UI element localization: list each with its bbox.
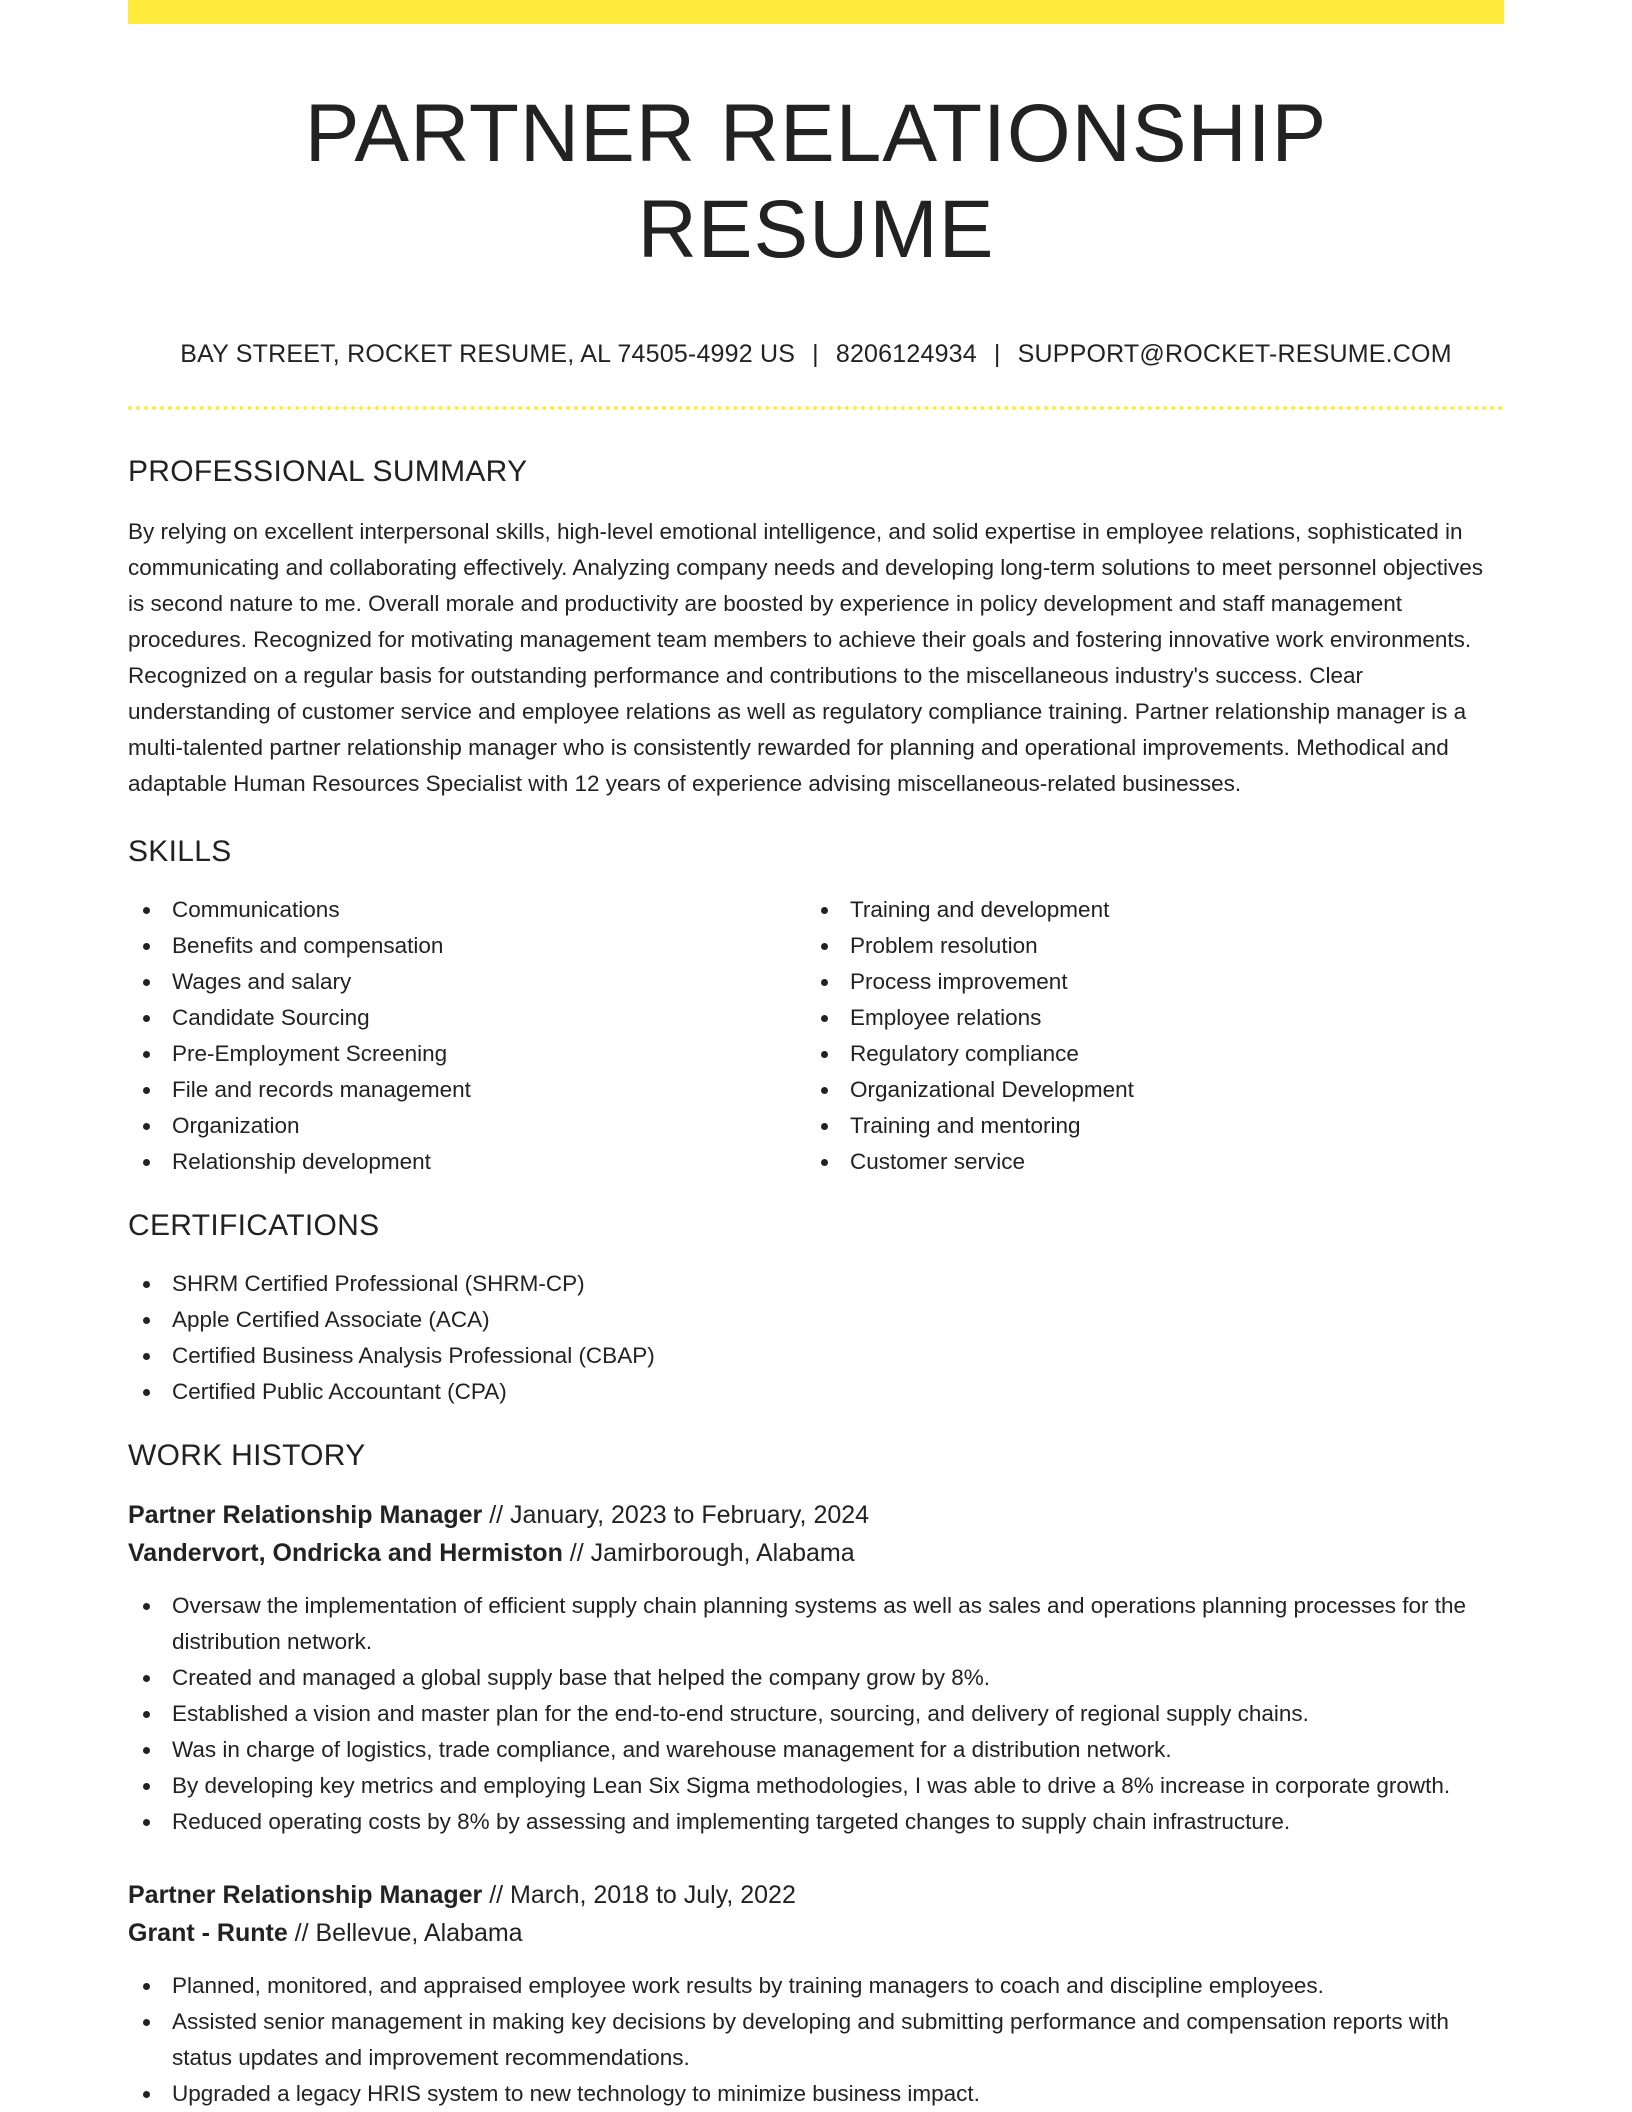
job-title: Partner Relationship Manager xyxy=(128,1501,483,1529)
contact-line xyxy=(128,338,1504,370)
job-bullet: Reduced operating costs by 8% by assessing and implementing targeted changes to supply chain infrastructure. xyxy=(128,1804,1504,1840)
skill-item: Organization xyxy=(128,1108,806,1144)
skill-item: Customer service xyxy=(806,1144,1484,1180)
job-bullets xyxy=(128,1968,1504,2112)
job-company-line xyxy=(128,1914,1504,1952)
resume-title: PARTNER RELATIONSHIP RESUME xyxy=(304,88,1328,275)
job-company: Vandervort, Ondricka and Hermiston xyxy=(128,1539,563,1567)
job-bullet: Assisted senior management in making key decisions by developing and submitting performance and compensation reports with status updates and improvement recommendations. xyxy=(128,2004,1504,2076)
contact-separator: | xyxy=(993,340,1001,368)
certification-item: Apple Certified Associate (ACA) xyxy=(128,1302,1504,1338)
summary-text: By relying on excellent interpersonal skills, high-level emotional intelligence, and solid expertise in employee relations, sophisticated in communicating and collaborating effectively. Analyzing company needs and developing long-term solutions to meet personnel objectives is second nature to me. Overall morale and productivity are boosted by experience in policy development and staff management procedures. Recognized for motivating management team members to achieve their goals and fostering innovative work environments. Recognized on a regular basis for outstanding performance and contributions to the miscellaneous industry's success. Clear understanding of customer service and employee relations as well as regulatory compliance training. Partner relationship manager is a multi-talented partner relationship manager who is consistently rewarded for planning and operational improvements. Methodical and adaptable Human Resources Specialist with 12 years of experience advising miscellaneous-related businesses. xyxy=(128,519,1483,796)
resume-page xyxy=(128,0,1504,2112)
job-location: // Bellevue, Alabama xyxy=(287,1919,523,1947)
job-company-line xyxy=(128,1534,1504,1572)
contact-separator: | xyxy=(812,340,819,368)
job-dates: // March, 2018 to July, 2022 xyxy=(482,1881,796,1909)
skill-item: Regulatory compliance xyxy=(806,1036,1484,1072)
job-title: Partner Relationship Manager xyxy=(128,1881,483,1909)
skills-list-right xyxy=(806,892,1484,1180)
skill-item: Benefits and compensation xyxy=(128,928,806,964)
contact-address: BAY STREET, ROCKET RESUME, AL 74505-4992 US xyxy=(180,340,796,368)
job-dates: // January, 2023 to February, 2024 xyxy=(482,1501,870,1529)
job-bullet: Upgraded a legacy HRIS system to new technology to minimize business impact. xyxy=(128,2076,1504,2112)
job-company: Grant - Runte xyxy=(128,1919,288,1947)
dotted-divider xyxy=(128,406,1504,410)
job-bullets xyxy=(128,1588,1504,1840)
job-entry xyxy=(128,1496,1504,1840)
skill-item: File and records management xyxy=(128,1072,806,1108)
skill-item: Wages and salary xyxy=(128,964,806,1000)
certifications-heading: CERTIFICATIONS xyxy=(128,1209,380,1242)
job-title-line xyxy=(128,1496,1504,1534)
job-bullet: Was in charge of logistics, trade compliance, and warehouse management for a distribution network. xyxy=(128,1732,1504,1768)
job-bullet: Planned, monitored, and appraised employee work results by training managers to coach and discipline employees. xyxy=(128,1968,1504,2004)
certification-item: Certified Business Analysis Professional (CBAP) xyxy=(128,1338,1504,1374)
skill-item: Problem resolution xyxy=(806,928,1484,964)
summary-heading: PROFESSIONAL SUMMARY xyxy=(128,455,528,488)
work-history-heading: WORK HISTORY xyxy=(128,1439,366,1472)
skill-item: Communications xyxy=(128,892,806,928)
job-location: // Jamirborough, Alabama xyxy=(562,1539,855,1567)
skills-heading: SKILLS xyxy=(128,835,232,868)
skill-item: Organizational Development xyxy=(806,1072,1484,1108)
skill-item: Relationship development xyxy=(128,1144,806,1180)
job-bullet: Established a vision and master plan for the end-to-end structure, sourcing, and delivery of regional supply chains. xyxy=(128,1696,1504,1732)
top-accent-bar xyxy=(128,0,1504,24)
skill-item: Employee relations xyxy=(806,1000,1484,1036)
skills-columns xyxy=(128,892,1504,1180)
contact-email: SUPPORT@ROCKET-RESUME.COM xyxy=(1017,340,1452,368)
certification-item: SHRM Certified Professional (SHRM-CP) xyxy=(128,1266,1504,1302)
skill-item: Process improvement xyxy=(806,964,1484,1000)
certification-item: Certified Public Accountant (CPA) xyxy=(128,1374,1504,1410)
job-bullet: Oversaw the implementation of efficient supply chain planning systems as well as sales and operations planning processes for the distribution network. xyxy=(128,1588,1504,1660)
job-bullet: By developing key metrics and employing Lean Six Sigma methodologies, I was able to drive a 8% increase in corporate growth. xyxy=(128,1768,1504,1804)
skill-item: Training and development xyxy=(806,892,1484,928)
job-bullet: Created and managed a global supply base that helped the company grow by 8%. xyxy=(128,1660,1504,1696)
skill-item: Candidate Sourcing xyxy=(128,1000,806,1036)
job-entry xyxy=(128,1876,1504,2112)
certifications-list xyxy=(128,1266,1504,1410)
skills-list-left xyxy=(128,892,806,1180)
contact-phone: 8206124934 xyxy=(835,340,977,368)
skill-item: Training and mentoring xyxy=(806,1108,1484,1144)
skill-item: Pre-Employment Screening xyxy=(128,1036,806,1072)
job-title-line xyxy=(128,1876,1504,1914)
